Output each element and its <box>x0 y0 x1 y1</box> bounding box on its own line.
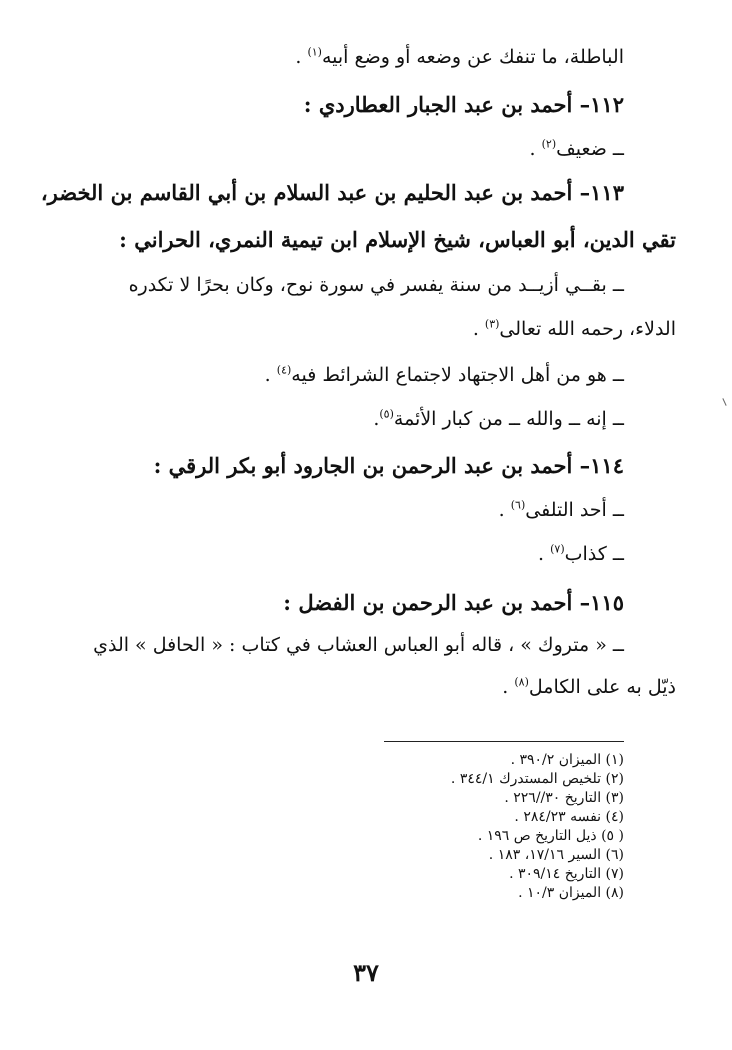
entry-113-quote-3-end: . <box>373 408 380 430</box>
entry-113-quote-2-end: . <box>264 364 277 386</box>
footnote-1: (١) الميزان ٣٩٠/٢ . <box>510 752 624 768</box>
entry-112-number: ١١٢– <box>579 92 624 117</box>
footnote-8: (٨) الميزان ١٠/٣ . <box>518 885 624 901</box>
entry-113-number: ١١٣– <box>579 180 624 205</box>
footnote-separator <box>384 741 624 742</box>
text-line-1-end: . <box>295 46 308 68</box>
footnote-mark-3: (٣) <box>484 317 500 331</box>
entry-113-quote-2-text: ــ هو من أهل الاجتهاد لاجتماع الشرائط فيه <box>291 364 624 386</box>
scan-speck <box>722 398 726 406</box>
entry-114-quote-2-end: . <box>538 543 551 565</box>
entry-113-name-1: أحمد بن عبد الحليم بن عبد السلام بن أبي القاسم بن الخضر، <box>40 180 580 205</box>
entry-114-quote-2 <box>538 543 624 566</box>
footnote-mark-1: (١) <box>307 45 322 59</box>
entry-113-quote-1-end: . <box>472 318 485 340</box>
footnote-mark-2: (٢) <box>541 137 557 151</box>
entry-113-quote-3 <box>373 408 624 431</box>
footnote-5: ( ٥) ذيل التاريخ ص ١٩٦ . <box>477 828 624 844</box>
page-number: ٣٧ <box>353 958 379 987</box>
entry-112-quote <box>530 138 624 161</box>
entry-113-heading-line-1 <box>40 180 624 205</box>
text-line-1 <box>295 46 624 69</box>
entry-114-name: أحمد بن عبد الرحمن بن الجارود أبو بكر الرقي : <box>153 453 580 478</box>
footnote-mark-7: (٧) <box>550 542 565 556</box>
footnote-3: (٣) التاريخ ٣٠//٢٢٦ . <box>504 790 624 806</box>
footnote-7: (٧) التاريخ ٣٠٩/١٤ . <box>509 866 624 882</box>
entry-115-quote-end: . <box>502 676 515 698</box>
entry-113-quote-2 <box>265 364 624 387</box>
entry-114-quote-1-end: . <box>498 499 511 521</box>
entry-114-quote-2-text: ــ كذاب <box>564 543 624 565</box>
entry-115-quote-a: ــ « متروك » ، قاله أبو العباس العشاب في كتاب : « الحافل » الذي <box>93 634 624 656</box>
entry-115-heading <box>283 590 624 615</box>
footnote-6: (٦) السير ١٧/١٦، ١٨٣ . <box>488 847 624 863</box>
footnote-mark-8: (٨) <box>514 675 529 689</box>
entry-112-quote-text: ــ ضعيف <box>556 138 624 160</box>
entry-115-quote-line-2 <box>502 676 676 699</box>
entry-115-quote-b: ذيّل به على الكامل <box>528 676 676 698</box>
footnote-4: (٤) نفسه ٢٨٤/٢٣ . <box>514 809 624 825</box>
entry-113-quote-1-b: الدلاء، رحمه الله تعالى <box>499 318 676 340</box>
footnote-2: (٢) تلخيص المستدرك ٣٤٤/١ . <box>450 771 624 787</box>
entry-113-name-2: تقي الدين، أبو العباس، شيخ الإسلام ابن تيمية النمري، الحراني : <box>119 227 676 252</box>
entry-115-name: أحمد بن عبد الرحمن بن الفضل : <box>283 590 580 615</box>
entry-112-quote-end: . <box>529 138 542 160</box>
entry-113-quote-1-a: ــ بقــي أزيــد من سنة يفسر في سورة نوح، وكان بحرًا لا تكدره <box>128 274 624 296</box>
entry-115-number: ١١٥– <box>579 590 624 615</box>
entry-112-name: أحمد بن عبد الجبار العطاردي : <box>303 92 580 117</box>
footnote-mark-4: (٤) <box>276 363 292 377</box>
entry-115-quote-line-1 <box>93 634 624 657</box>
entry-114-quote-1 <box>499 499 624 522</box>
footnote-mark-5: (٥) <box>379 407 394 421</box>
entry-113-quote-1-line-2 <box>473 318 676 341</box>
entry-112-heading <box>304 92 624 117</box>
entry-114-quote-1-text: ــ أحد التلفى <box>525 499 624 521</box>
entry-113-quote-3-text: ــ إنه ــ والله ــ من كبار الأئمة <box>393 408 624 430</box>
entry-114-heading <box>154 453 624 478</box>
footnote-mark-6: (٦) <box>510 498 526 512</box>
entry-114-number: ١١٤– <box>579 453 624 478</box>
entry-113-heading-line-2 <box>119 227 676 252</box>
text-line-1-body: الباطلة، ما تنفك عن وضعه أو وضع أبيه <box>321 46 624 68</box>
entry-113-quote-1-line-1 <box>129 274 624 297</box>
